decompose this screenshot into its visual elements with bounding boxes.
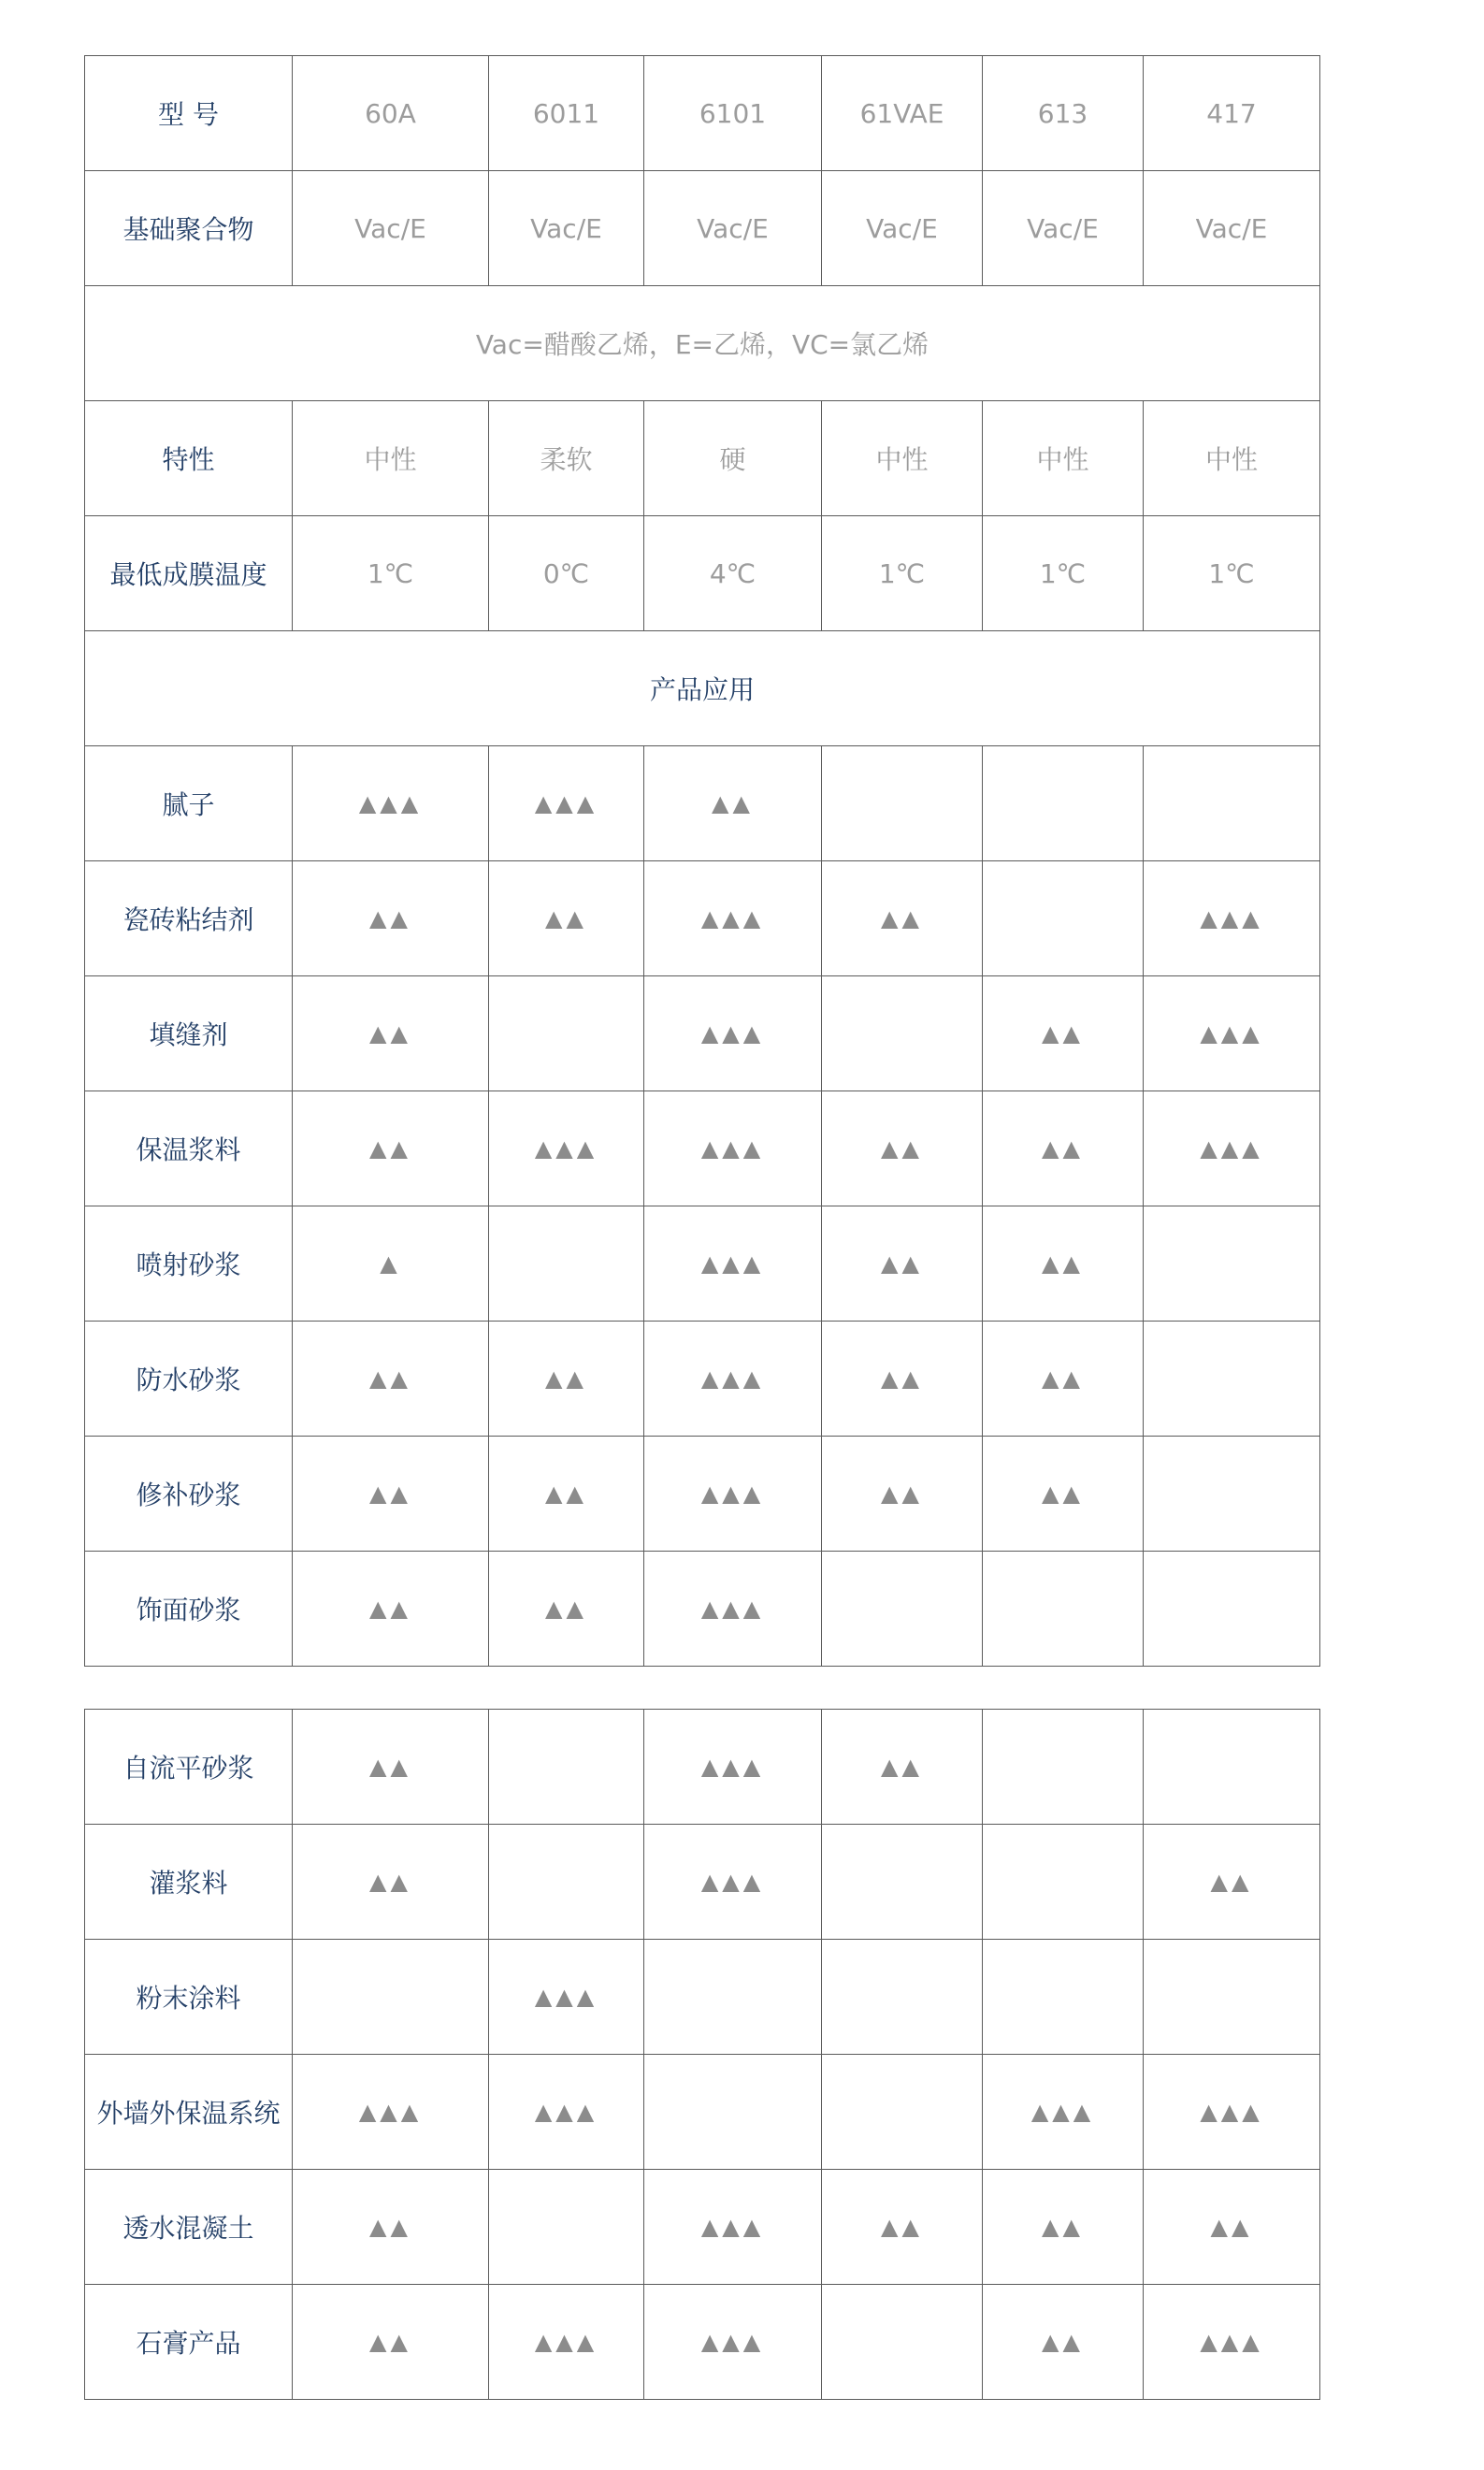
base-polymer-value: Vac/E [489,171,644,286]
rating-cell: ▲▲ [293,1825,489,1940]
rating-cell [983,861,1144,976]
rating-cell: ▲▲ [293,2285,489,2400]
rating-cell: ▲▲ [822,1437,983,1552]
rating-cell: ▲▲ [822,1091,983,1206]
rating-cell: ▲▲ [293,1710,489,1825]
row-mfft [85,516,1320,631]
property-value: 中性 [983,401,1144,516]
application-row [85,1825,1320,1940]
rating-cell: ▲▲▲ [1144,1091,1320,1206]
property-label: 特性 [85,401,293,516]
application-name: 修补砂浆 [85,1437,293,1552]
rating-cell: ▲▲ [822,1206,983,1322]
application-row [85,1437,1320,1552]
application-name: 透水混凝土 [85,2170,293,2285]
rating-cell [822,1825,983,1940]
rating-cell [489,2170,644,2285]
rating-cell: ▲▲▲ [644,1206,822,1322]
property-value: 硬 [644,401,822,516]
rating-cell: ▲ [293,1206,489,1322]
rating-cell [983,746,1144,861]
application-name: 腻子 [85,746,293,861]
application-row [85,1322,1320,1437]
model-61vae: 61VAE [822,56,983,171]
application-name: 喷射砂浆 [85,1206,293,1322]
rating-cell [822,2285,983,2400]
rating-cell [1144,1322,1320,1437]
model-417: 417 [1144,56,1320,171]
property-value: 中性 [1144,401,1320,516]
rating-cell: ▲▲▲ [644,861,822,976]
rating-cell: ▲▲ [293,1437,489,1552]
row-note [85,286,1320,401]
rating-cell: ▲▲ [489,1322,644,1437]
base-polymer-value: Vac/E [822,171,983,286]
rating-cell: ▲▲ [983,2285,1144,2400]
application-name: 保温浆料 [85,1091,293,1206]
application-name: 防水砂浆 [85,1322,293,1437]
rating-cell: ▲▲▲ [293,2055,489,2170]
rating-cell: ▲▲ [293,2170,489,2285]
rating-cell: ▲▲ [293,1552,489,1667]
rating-cell: ▲▲▲ [983,2055,1144,2170]
rating-cell: ▲▲▲ [489,2285,644,2400]
rating-cell: ▲▲ [822,1710,983,1825]
rating-cell: ▲▲ [822,861,983,976]
application-row [85,976,1320,1091]
application-name: 外墙外保温系统 [85,2055,293,2170]
rating-cell: ▲▲▲ [489,1091,644,1206]
base-polymer-value: Vac/E [983,171,1144,286]
row-model [85,56,1320,171]
product-table-top [84,55,1320,1667]
product-table-bottom [84,1709,1320,2400]
application-name: 灌浆料 [85,1825,293,1940]
rating-cell: ▲▲ [983,1322,1144,1437]
model-6011: 6011 [489,56,644,171]
model-60a: 60A [293,56,489,171]
property-value: 中性 [293,401,489,516]
rating-cell: ▲▲▲ [644,1322,822,1437]
application-row [85,1710,1320,1825]
rating-cell [822,1552,983,1667]
rating-cell: ▲▲ [1144,2170,1320,2285]
rating-cell [1144,1206,1320,1322]
rating-cell: ▲▲ [822,2170,983,2285]
rating-cell [822,2055,983,2170]
mfft-value: 1℃ [1144,516,1320,631]
rating-cell: ▲▲▲ [489,1940,644,2055]
rating-cell [489,1825,644,1940]
rating-cell: ▲▲ [293,1091,489,1206]
row-property [85,401,1320,516]
base-polymer-value: Vac/E [644,171,822,286]
rating-cell [822,746,983,861]
application-row [85,2055,1320,2170]
rating-cell: ▲▲ [983,976,1144,1091]
header-model-label: 型 号 [85,56,293,171]
rating-cell: ▲▲▲ [1144,976,1320,1091]
property-value: 中性 [822,401,983,516]
application-row [85,1552,1320,1667]
rating-cell [489,976,644,1091]
base-polymer-value: Vac/E [1144,171,1320,286]
rating-cell: ▲▲▲ [644,1437,822,1552]
rating-cell: ▲▲ [822,1322,983,1437]
mfft-value: 0℃ [489,516,644,631]
application-name: 饰面砂浆 [85,1552,293,1667]
row-base-polymer [85,171,1320,286]
rating-cell: ▲▲▲ [293,746,489,861]
rating-cell: ▲▲▲ [644,1091,822,1206]
rating-cell: ▲▲▲ [1144,861,1320,976]
application-name: 瓷砖粘结剂 [85,861,293,976]
rating-cell: ▲▲ [489,861,644,976]
rating-cell: ▲▲ [293,976,489,1091]
rating-cell: ▲▲ [489,1437,644,1552]
application-name: 粉末涂料 [85,1940,293,2055]
rating-cell: ▲▲▲ [1144,2055,1320,2170]
rating-cell [644,1940,822,2055]
rating-cell [489,1206,644,1322]
rating-cell [822,1940,983,2055]
rating-cell: ▲▲▲ [644,1825,822,1940]
application-name: 自流平砂浆 [85,1710,293,1825]
property-value: 柔软 [489,401,644,516]
rating-cell [983,1710,1144,1825]
rating-cell: ▲▲ [983,2170,1144,2285]
model-6101: 6101 [644,56,822,171]
rating-cell: ▲▲ [644,746,822,861]
rating-cell: ▲▲▲ [644,2285,822,2400]
rating-cell: ▲▲▲ [644,2170,822,2285]
base-polymer-value: Vac/E [293,171,489,286]
application-row [85,1091,1320,1206]
mfft-value: 1℃ [293,516,489,631]
rating-cell: ▲▲ [1144,1825,1320,1940]
rating-cell [983,1552,1144,1667]
application-name: 填缝剂 [85,976,293,1091]
rating-cell [293,1940,489,2055]
rating-cell: ▲▲ [293,1322,489,1437]
mfft-value: 1℃ [822,516,983,631]
application-row [85,1206,1320,1322]
rating-cell [1144,1710,1320,1825]
application-row [85,1940,1320,2055]
application-row [85,861,1320,976]
application-row [85,2285,1320,2400]
rating-cell: ▲▲ [983,1091,1144,1206]
mfft-value: 4℃ [644,516,822,631]
rating-cell [1144,1437,1320,1552]
rating-cell [983,1940,1144,2055]
rating-cell [1144,1940,1320,2055]
rating-cell: ▲▲ [293,861,489,976]
mfft-value: 1℃ [983,516,1144,631]
rating-cell: ▲▲▲ [489,746,644,861]
rating-cell [489,1710,644,1825]
rating-cell: ▲▲▲ [644,1552,822,1667]
application-row [85,2170,1320,2285]
base-polymer-label: 基础聚合物 [85,171,293,286]
rating-cell [1144,746,1320,861]
row-applications-title [85,631,1320,746]
model-613: 613 [983,56,1144,171]
application-name: 石膏产品 [85,2285,293,2400]
rating-cell: ▲▲▲ [1144,2285,1320,2400]
polymer-abbreviation-note: Vac=醋酸乙烯，E=乙烯，VC=氯乙烯 [85,286,1320,401]
rating-cell [983,1825,1144,1940]
rating-cell: ▲▲▲ [644,1710,822,1825]
applications-title: 产品应用 [85,631,1320,746]
rating-cell: ▲▲ [489,1552,644,1667]
rating-cell: ▲▲▲ [644,976,822,1091]
rating-cell [822,976,983,1091]
application-row [85,746,1320,861]
mfft-label: 最低成膜温度 [85,516,293,631]
rating-cell: ▲▲ [983,1437,1144,1552]
rating-cell [1144,1552,1320,1667]
rating-cell: ▲▲▲ [489,2055,644,2170]
rating-cell [644,2055,822,2170]
rating-cell: ▲▲ [983,1206,1144,1322]
